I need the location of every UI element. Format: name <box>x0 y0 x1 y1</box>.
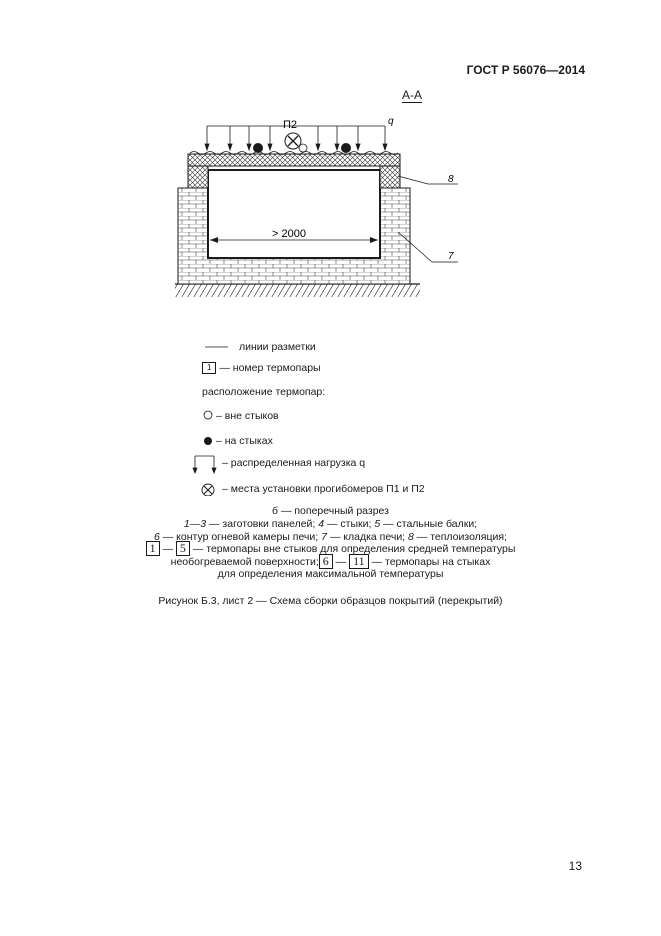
callout-8: 8 <box>448 174 454 185</box>
thermocouple-joint-marker <box>341 143 351 153</box>
insulation-left <box>188 166 208 188</box>
legend-distributed-load: – распределенная нагрузка q <box>222 457 366 469</box>
caption-line-5: для определения максимальной температуры <box>217 568 444 580</box>
caption-line-3: 1 — 5 — термопары вне стыков для определения средней температуры <box>0 541 661 556</box>
legend-outside-joints: – вне стыков <box>216 410 279 422</box>
joint-symbol <box>204 437 212 445</box>
thermocouple-joint-marker <box>253 143 263 153</box>
deflectometer-symbol <box>202 484 214 496</box>
caption-view: б — поперечный разрез <box>272 505 389 517</box>
deflectometer-icon <box>285 133 301 149</box>
section-label: А-А <box>402 88 423 102</box>
callout-7: 7 <box>448 251 454 262</box>
legend-at-joints: – на стыках <box>216 435 273 447</box>
insulation-right <box>380 166 400 188</box>
legend-marking-lines: линии разметки <box>239 341 316 353</box>
fire-chamber-contour <box>208 170 380 258</box>
page-number: 13 <box>568 859 582 873</box>
caption-line-4: необогреваемой поверхности; 6 — 11 — термопары на стыках <box>170 554 491 568</box>
document-header: ГОСТ Р 56076—2014 <box>466 63 585 77</box>
legend-thermocouple-number: 1 — номер термопары <box>202 362 321 374</box>
caption-line-1: 1—3 — заготовки панелей; 4 — стыки; 5 — стальные балки; <box>183 518 478 530</box>
load-label: q <box>388 116 394 127</box>
cross-section-drawing <box>0 0 661 330</box>
ground-hatch <box>175 284 420 297</box>
probe-label: П2 <box>283 119 298 131</box>
caption-line-2: 6 — контур огневой камеры печи; 7 — кладка печи; 8 — теплоизоляция; <box>154 531 507 543</box>
outside-joint-symbol <box>204 411 212 419</box>
figure-title: Рисунок Б.3, лист 2 — Схема сборки образцов покрытий (перекрытий) <box>158 595 503 607</box>
legend-deflectometers: – места установки прогибомеров П1 и П2 <box>222 483 425 495</box>
slab-specimen <box>188 154 400 166</box>
legend-arrangement-title: расположение термопар: <box>202 386 326 398</box>
load-symbol <box>193 456 216 473</box>
dimension-label: > 2000 <box>272 228 306 240</box>
